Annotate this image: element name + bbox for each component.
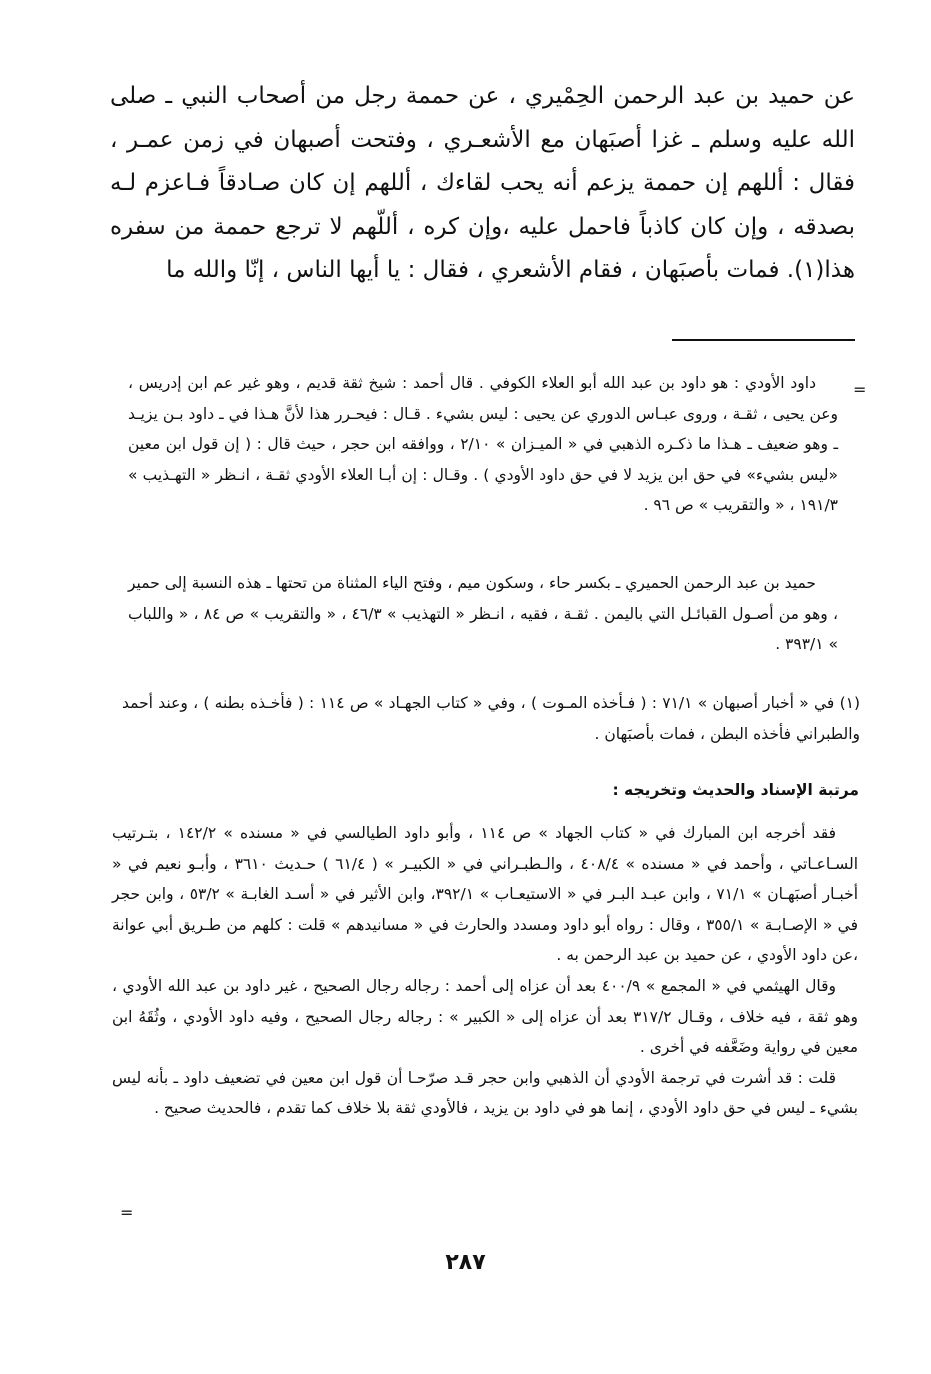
hadith-paragraph: عن حميد بن عبد الرحمن الحِمْيري ، عن حممة رجل من أصحاب النبي ـ صلى الله عليه وسلم ـ غزا أصبَهان مع الأشعـري ، وفتحت أصبهان في زمن عمـر ، فقال : أللهم إن حممة يزعم أنه يحب لقاءك ، أللهم إن كان صـادقاً فـاعزم لـه بصدقه ، وإن كان كاذباً فاحمل عليه ،وإن كره ، أللّهم لا ترجع حممة من سفره هذا(١). فمات بأصبَهان ، فقام الأشعري ، فقال : يا أيها الناس ، إنّا والله ما <box>110 83 855 283</box>
page-number: ٢٨٧ <box>445 1250 486 1275</box>
takhrij-paragraph-3: قلت : قد أشرت في ترجمة الأودي أن الذهبي وابن حجر قـد صرّحـا أن قول ابن معين في تضعيف داود ـ بأنه ليس بشيء ـ ليس في حق داود الأودي ، إنما هو في داود بن يزيد ، فالأودي ثقة بلا خلاف كما تقدم ، فالحديث صحيح . <box>112 1068 858 1118</box>
footnote-humayd <box>128 568 838 660</box>
footnote-divider <box>672 339 855 341</box>
section-title: مرتبة الإسناد والحديث وتخريجه : <box>612 781 859 799</box>
takhrij-paragraph-1: فقد أخرجه ابن المبارك في « كتاب الجهاد » ص ١١٤ ، وأبو داود الطيالسي في « مسنده » ١٤٢/٢ ، بتـرتيب السـاعـاتي ، وأحمد في « مسنده » ٤٠٨/٤ ، والـطبـراني في « الكبيـر » ( ٦١/٤ ) حـديث ٣٦١٠ ، وأبـو نعيم في « أخبـار أصبَهـان » ٧١/١ ، وابن عبـد البـر في « الاستيعـاب » ٣٩٢/١، وابن الأثير في « أسـد الغابـة » ٥٣/٢ ، وابن حجر في « الإصـابـة » ٣٥٥/١ ، وقال : رواه أبو داود ومسدد والحارث في « مسانيدهم » قلت : كلهم من طـريق أبي عوانة ،عن داود الأودي ، عن حميد بن عبد الرحمن به . <box>112 824 858 965</box>
footnote-1 <box>122 688 860 749</box>
footnote-paragraph: داود الأودي : هو داود بن عبد الله أبو العلاء الكوفي . قال أحمد : شيخ ثقة قديم ، وهو غير عم ابن إدريس ، وعن يحيى ، ثقـة ، وروى عبـاس الدوري عن يحيى : ليس بشيء . قـال : فيحـرر هذا لأنَّ هـذا في ـ داود بـن يزيـد ـ وهو ضعيف ـ هـذا ما ذكـره الذهبي في « الميـزان » ٢/١٠ ، ووافقه ابن حجر ، حيث قال : ( إن قول ابن معين «ليس بشيء» في حق ابن يزيد لا في حق داود الأودي ) . وقـال : إن أبـا العلاء الأودي ثقـة ، انـظر « التهـذيب » ١٩١/٣ ، « والتقريب » ص ٩٦ . <box>128 374 839 514</box>
footnote-paragraph: (١) في « أخبار أصبهان » ٧١/١ : ( فـأخذه المـوت ) ، وفي « كتاب الجهـاد » ص ١١٤ : ( فأخـذه بطنه ) ، وعند أحمد والطبراني فأخذه البطن ، فمات بأصبَهان . <box>122 694 861 743</box>
takhrij-section <box>112 818 858 1124</box>
footnote-dawud-alawdi <box>128 368 838 521</box>
continuation-mark-bottom: = <box>120 1203 134 1222</box>
footnote-paragraph: حميد بن عبد الرحمن الحميري ـ بكسر حاء ، وسكون ميم ، وفتح الياء المثناة من تحتها ـ هذه النسبة إلى حمير ، وهو من أصـول القبائـل التي باليمن . ثقـة ، فقيه ، انـظر « التهذيب » ٤٦/٣ ، « والتقريب » ص ٨٤ ، « واللباب » ٣٩٣/١ . <box>128 574 838 653</box>
main-hadith-text <box>110 75 855 293</box>
takhrij-paragraph-2: وقال الهيثمي في « المجمع » ٤٠٠/٩ بعد أن عزاه إلى أحمد : رجاله رجال الصحيح ، غير داود بن عبد الله الأودي ، وهو ثقة ، فيه خلاف ، وقـال ٣١٧/٢ بعد أن عزاه إلى « الكبير » : رجاله رجال الصحيح ، وفيه داود الأودي ، وثُقَهُ ابن معين في رواية وضَعَّفه في أخرى . <box>112 976 859 1057</box>
continuation-mark-top: = <box>853 380 867 399</box>
